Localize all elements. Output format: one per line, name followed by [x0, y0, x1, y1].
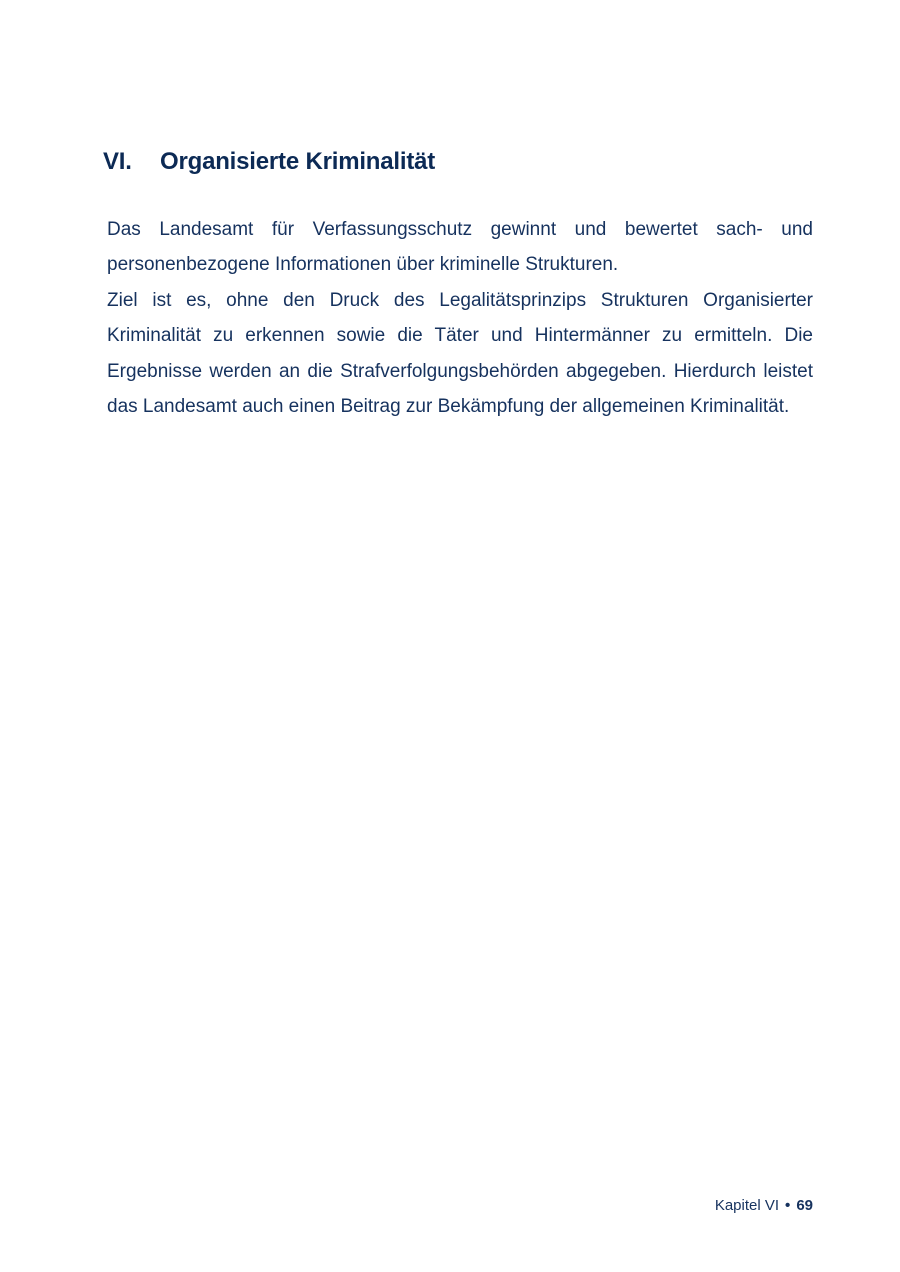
chapter-title: Organisierte Kriminalität — [160, 148, 436, 175]
page-number: 69 — [796, 1197, 813, 1214]
page-footer — [715, 1197, 813, 1214]
paragraph: Ziel ist es, ohne den Druck des Legalitätsprinzips Strukturen Organisierter Kriminalität zu erkennen sowie die Täter und Hintermänner zu ermitteln. Die Ergebnisse werden an die Strafverfolgungsbehörden abgegeben. Hierdurch leistet das Landesamt auch einen Beitrag zur Bekämpfung der allgemeinen Kriminalität. — [107, 289, 813, 418]
body-text — [107, 212, 813, 424]
paragraph: Das Landesamt für Verfassungsschutz gewinnt und bewertet sach- und personenbezogene Informationen über kriminelle Strukturen. — [107, 219, 813, 276]
chapter-number: VI. — [103, 148, 132, 175]
footer-separator: • — [785, 1197, 791, 1214]
chapter-heading — [103, 148, 435, 176]
footer-chapter: Kapitel VI — [714, 1197, 780, 1214]
